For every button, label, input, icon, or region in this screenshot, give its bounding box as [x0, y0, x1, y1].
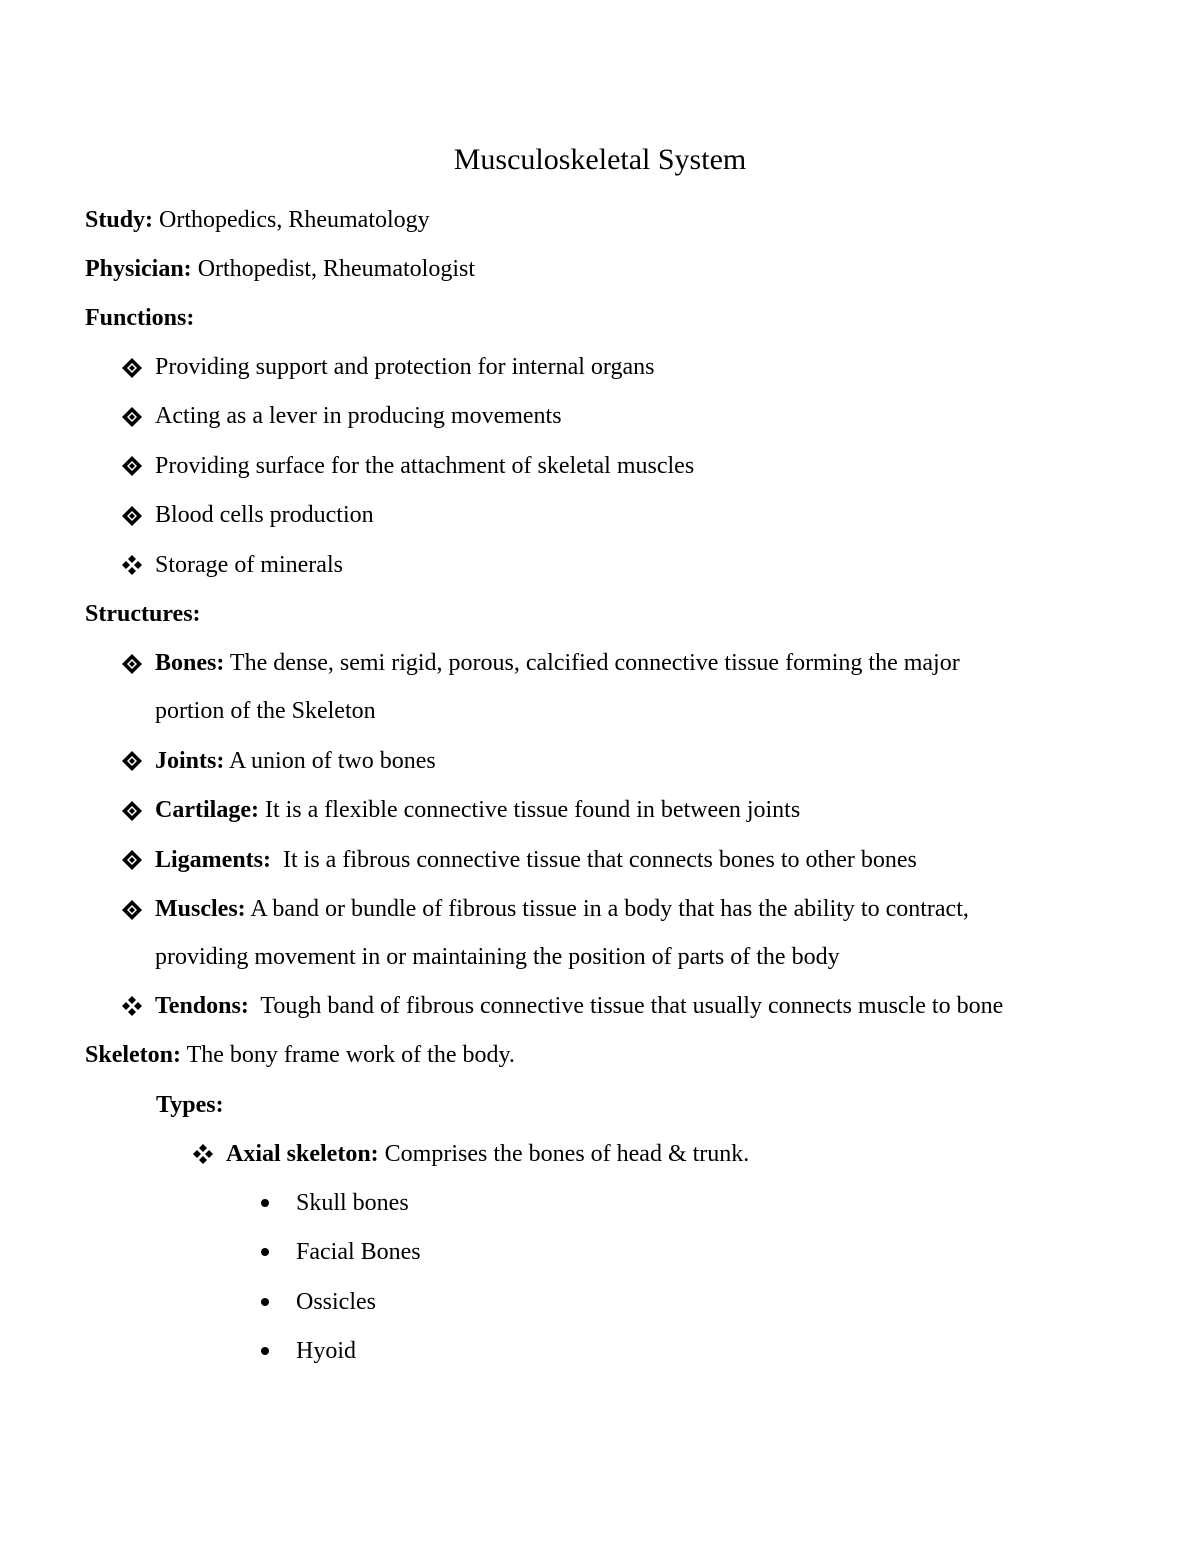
- skeleton-value: The bony frame work of the body.: [181, 1042, 515, 1068]
- diamond-bullet-icon: [121, 455, 143, 477]
- study-label: Study:: [85, 207, 154, 233]
- structure-term: Muscles:: [155, 896, 246, 922]
- study-line: [85, 204, 430, 236]
- structures-heading: Structures:: [85, 601, 201, 627]
- diamond-bullet-icon: [121, 800, 143, 822]
- structure-item-joints: [155, 745, 436, 777]
- structure-definition: A union of two bones: [224, 748, 436, 774]
- structure-definition: It is a fibrous connective tissue that connects bones to other bones: [271, 847, 917, 873]
- diamond-bullet-icon: [121, 849, 143, 871]
- physician-label: Physician:: [85, 256, 192, 282]
- function-item: Storage of minerals: [155, 552, 343, 578]
- diamond-bullet-icon: [121, 750, 143, 772]
- functions-heading: Functions:: [85, 305, 195, 331]
- diamond-bullet-icon: [121, 406, 143, 428]
- structure-definition: Tough band of fibrous connective tissue that usually connects muscle to bone: [248, 993, 1004, 1019]
- types-heading: Types:: [156, 1092, 224, 1118]
- function-item: Acting as a lever in producing movements: [155, 403, 562, 429]
- bullet-dot-icon: [261, 1248, 269, 1256]
- axial-list-item: Hyoid: [296, 1338, 356, 1364]
- page-title: Musculoskeletal System: [453, 143, 747, 176]
- diamond-bullet-icon: [121, 357, 143, 379]
- axial-skeleton-term: Axial skeleton:: [226, 1141, 379, 1167]
- axial-list-item: Ossicles: [296, 1289, 376, 1315]
- axial-list-item: Facial Bones: [296, 1239, 421, 1265]
- structure-definition: The dense, semi rigid, porous, calcified connective tissue forming the major: [224, 650, 960, 676]
- bullet-dot-icon: [261, 1199, 269, 1207]
- structure-term: Ligaments:: [155, 847, 271, 873]
- axial-skeleton-definition: Comprises the bones of head & trunk.: [378, 1141, 750, 1167]
- bullet-dot-icon: [261, 1347, 269, 1355]
- axial-skeleton-line: [226, 1138, 749, 1170]
- function-item: Providing support and protection for internal organs: [155, 354, 655, 380]
- structure-item-tendons: [155, 990, 1003, 1022]
- structure-definition: It is a flexible connective tissue found in between joints: [258, 797, 801, 823]
- skeleton-label: Skeleton:: [85, 1042, 181, 1068]
- structure-term: Tendons:: [155, 993, 249, 1019]
- axial-list-item: Skull bones: [296, 1190, 409, 1216]
- diamond-bullet-icon: [121, 899, 143, 921]
- structure-definition-continued: providing movement in or maintaining the position of parts of the body: [155, 944, 840, 970]
- function-item: Blood cells production: [155, 502, 374, 528]
- study-value: Orthopedics, Rheumatology: [153, 207, 430, 233]
- structure-definition-continued: portion of the Skeleton: [155, 698, 376, 724]
- structure-term: Cartilage:: [155, 797, 259, 823]
- diamond-bullet-icon: [121, 505, 143, 527]
- physician-line: [85, 253, 475, 285]
- bullet-dot-icon: [261, 1298, 269, 1306]
- structure-term: Bones:: [155, 650, 225, 676]
- four-diamond-bullet-icon: [121, 995, 143, 1017]
- structure-item-bones: [155, 647, 960, 679]
- four-diamond-bullet-icon: [121, 554, 143, 576]
- structure-item-muscles: [155, 893, 969, 925]
- structure-term: Joints:: [155, 748, 225, 774]
- structure-item-ligaments: [155, 844, 917, 876]
- physician-value: Orthopedist, Rheumatologist: [191, 256, 475, 282]
- four-diamond-bullet-icon: [192, 1143, 214, 1165]
- function-item: Providing surface for the attachment of skeletal muscles: [155, 453, 695, 479]
- diamond-bullet-icon: [121, 653, 143, 675]
- structure-definition: A band or bundle of fibrous tissue in a body that has the ability to contract,: [245, 896, 969, 922]
- skeleton-line: [85, 1039, 515, 1071]
- structure-item-cartilage: [155, 794, 800, 826]
